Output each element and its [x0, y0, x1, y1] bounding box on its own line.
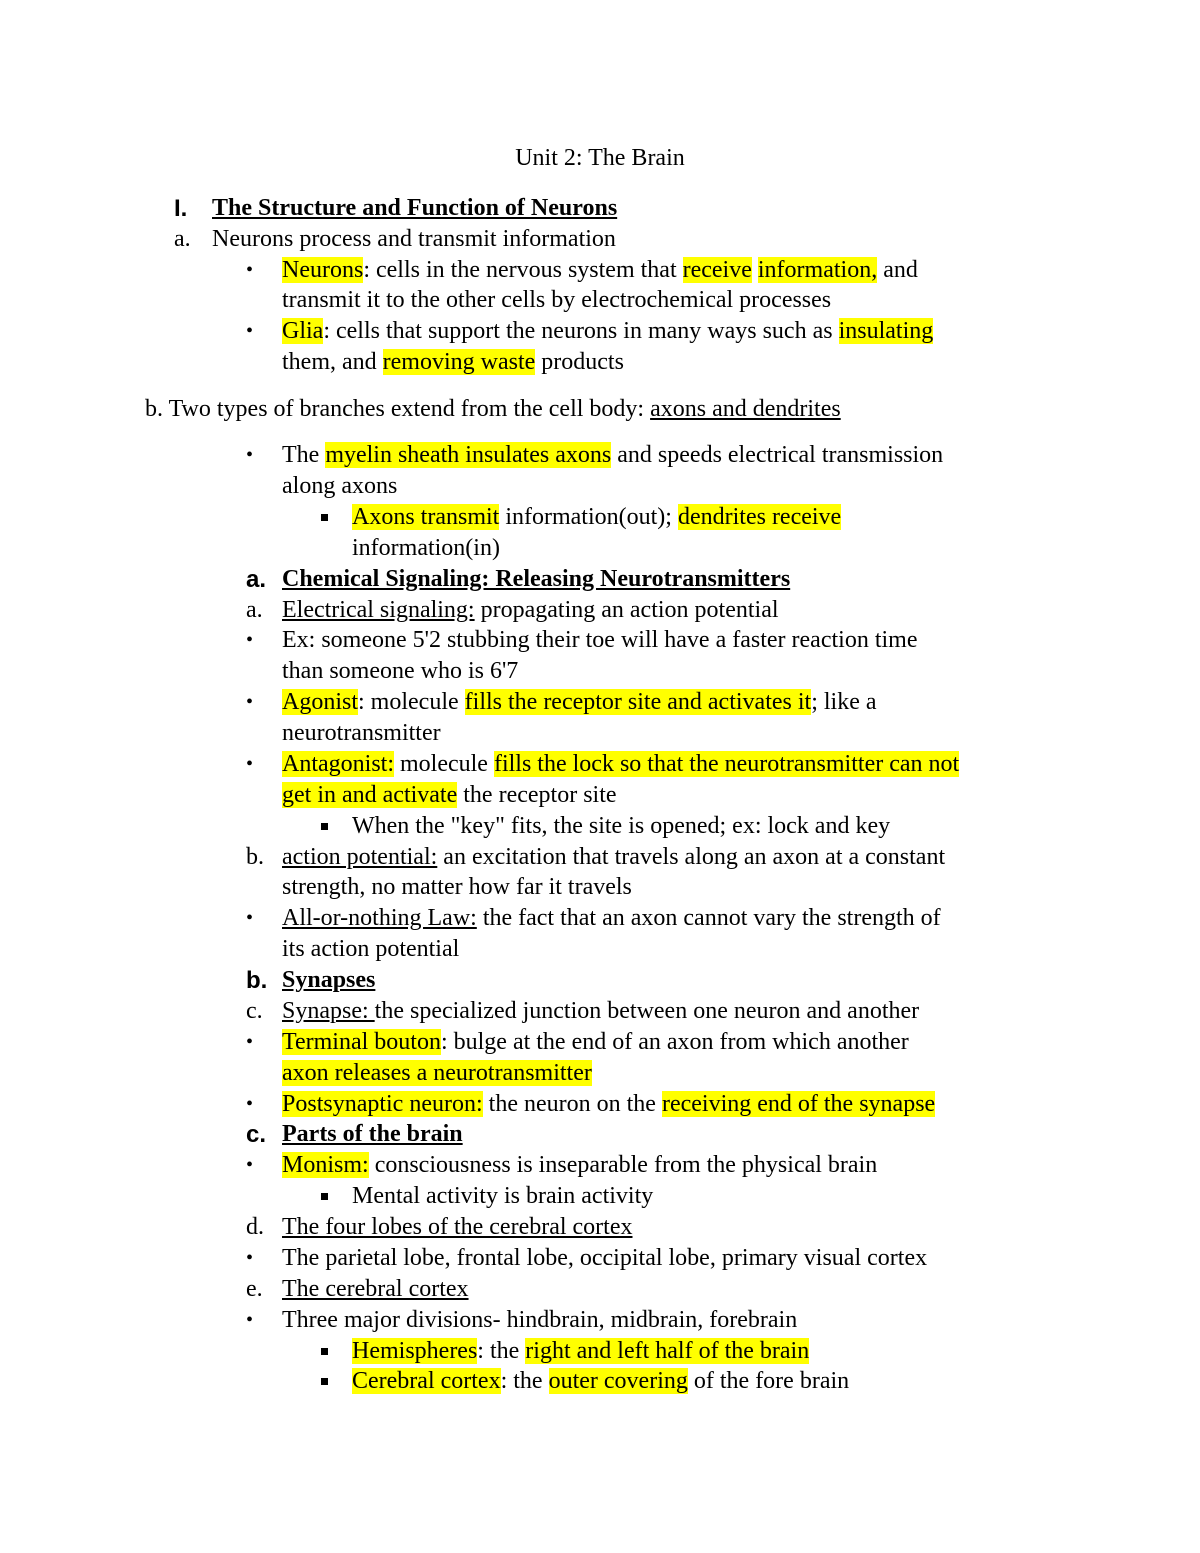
- text-line: [282, 718, 441, 749]
- highlighted-text: Axons transmit: [352, 504, 500, 530]
- text-run: strength, no matter how far it travels: [282, 874, 632, 900]
- text-run: them, and: [282, 349, 383, 375]
- highlighted-text: receiving end of the synapse: [661, 1091, 936, 1117]
- square-bullet-icon: [321, 1193, 328, 1200]
- text-line: [282, 1119, 463, 1150]
- highlighted-text: insulating: [838, 318, 934, 344]
- text-run: molecule: [394, 751, 494, 777]
- highlighted-text: fills the lock so that the neurotransmitter can not: [493, 751, 960, 777]
- text-run: the neuron on the: [482, 1091, 662, 1117]
- text-line: [282, 996, 919, 1027]
- bullet-icon: •: [246, 907, 254, 929]
- text-run: of the fore brain: [687, 1368, 850, 1394]
- text-run: Synapse:: [282, 998, 375, 1024]
- text-run: information(out);: [499, 504, 678, 530]
- text-line: [282, 440, 943, 471]
- list-marker: a.: [246, 597, 263, 623]
- text-line: [282, 780, 617, 811]
- text-line: [352, 1366, 849, 1397]
- text-line: [282, 255, 918, 286]
- bullet-icon: •: [246, 320, 254, 342]
- text-run: Parts of the brain: [282, 1121, 463, 1147]
- text-run: products: [535, 349, 624, 375]
- text-run: Neurons process and transmit information: [212, 226, 616, 252]
- list-marker: a.: [174, 226, 191, 252]
- text-run: action potential:: [282, 844, 438, 870]
- bullet-icon: •: [246, 753, 254, 775]
- text-line: [282, 1305, 797, 1336]
- text-run: The Structure and Function of Neurons: [212, 195, 618, 221]
- bullet-icon: •: [246, 629, 254, 651]
- text-line: [282, 625, 917, 656]
- square-bullet-icon: [321, 823, 328, 830]
- highlighted-text: Glia: [282, 318, 324, 344]
- highlighted-text: right and left half of the brain: [525, 1338, 810, 1364]
- text-line: [282, 1058, 592, 1089]
- text-line: [282, 471, 397, 502]
- text-line: [352, 502, 841, 533]
- text-run: All-or-nothing Law:: [282, 905, 477, 931]
- text-run: The: [282, 442, 326, 468]
- bullet-icon: •: [246, 1154, 254, 1176]
- text-line: [282, 903, 941, 934]
- text-line: [282, 749, 959, 780]
- highlighted-text: outer covering: [548, 1368, 688, 1394]
- text-run: axons and dendrites: [650, 396, 841, 422]
- text-line: [282, 595, 779, 626]
- bullet-icon: •: [246, 444, 254, 466]
- bullet-icon: •: [246, 1093, 254, 1115]
- list-marker: e.: [246, 1276, 263, 1302]
- highlighted-text: information,: [757, 257, 878, 283]
- highlighted-text: Neurons: [282, 257, 364, 283]
- text-run: : cells that support the neurons in many ways such as: [323, 318, 839, 344]
- list-marker: a.: [246, 566, 267, 593]
- highlighted-text: Cerebral cortex: [352, 1368, 501, 1394]
- text-line: [282, 316, 933, 347]
- text-line: [282, 1027, 909, 1058]
- list-marker: c.: [246, 998, 263, 1024]
- highlighted-text: receive: [682, 257, 752, 283]
- highlighted-text: Antagonist:: [282, 751, 394, 777]
- bullet-icon: •: [246, 691, 254, 713]
- list-marker: b.: [246, 967, 268, 994]
- text-line: [282, 285, 831, 316]
- bullet-icon: •: [246, 1247, 254, 1269]
- text-run: and speeds electrical transmission: [611, 442, 944, 468]
- bullet-icon: •: [246, 259, 254, 281]
- text-line: [282, 965, 375, 996]
- text-run: Mental activity is brain activity: [352, 1183, 654, 1209]
- highlighted-text: fills the receptor site and activates it: [464, 689, 812, 715]
- text-line: [282, 564, 790, 595]
- text-run: : bulge at the end of an axon from which another: [440, 1029, 909, 1055]
- text-run: Three major divisions- hindbrain, midbrain, forebrain: [282, 1307, 798, 1333]
- highlighted-text: axon releases a neurotransmitter: [282, 1060, 592, 1086]
- text-run: transmit it to the other cells by electrochemical processes: [282, 287, 832, 313]
- highlighted-text: dendrites receive: [677, 504, 842, 530]
- highlighted-text: get in and activate: [282, 782, 458, 808]
- text-run: : cells in the nervous system that: [363, 257, 683, 283]
- list-marker: I.: [174, 195, 188, 222]
- text-run: The four lobes of the cerebral cortex: [282, 1214, 633, 1240]
- text-run: : the: [477, 1338, 526, 1364]
- highlighted-text: Hemispheres: [352, 1338, 478, 1364]
- text-line: [212, 224, 616, 255]
- text-line: [282, 1089, 935, 1120]
- list-marker: d.: [246, 1214, 264, 1240]
- highlighted-text: Agonist: [282, 689, 359, 715]
- text-line: [282, 842, 945, 873]
- text-run: Ex: someone 5'2 stubbing their toe will have a faster reaction time: [282, 627, 918, 653]
- page-title: Unit 2: The Brain: [515, 145, 685, 171]
- text-line: [212, 193, 617, 224]
- text-line: [282, 872, 632, 903]
- text-line: [352, 811, 890, 842]
- text-run: than someone who is 6'7: [282, 658, 519, 684]
- text-line: [352, 533, 500, 564]
- text-run: Synapses: [282, 967, 376, 993]
- text-run: the receptor site: [457, 782, 617, 808]
- text-line: [282, 1212, 633, 1243]
- text-run: an excitation that travels along an axon at a constant: [437, 844, 946, 870]
- text-run: Chemical Signaling: Releasing Neurotransmitters: [282, 566, 791, 592]
- text-line: [282, 687, 877, 718]
- highlighted-text: Terminal bouton: [282, 1029, 441, 1055]
- text-line: [145, 394, 841, 425]
- text-line: [282, 347, 624, 378]
- text-run: When the "key" fits, the site is opened; ex: lock and key: [352, 813, 891, 839]
- text-run: along axons: [282, 473, 398, 499]
- text-run: the specialized junction between one neuron and another: [374, 998, 920, 1024]
- highlighted-text: Monism:: [282, 1152, 369, 1178]
- text-run: [752, 257, 758, 283]
- square-bullet-icon: [321, 1378, 328, 1385]
- text-run: ; like a: [811, 689, 877, 715]
- text-line: [282, 1243, 927, 1274]
- text-line: [282, 934, 459, 965]
- highlighted-text: Postsynaptic neuron:: [282, 1091, 483, 1117]
- text-run: The cerebral cortex: [282, 1276, 469, 1302]
- text-line: [352, 1181, 653, 1212]
- highlighted-text: myelin sheath insulates axons: [325, 442, 612, 468]
- text-line: [282, 656, 518, 687]
- list-marker: b.: [246, 844, 264, 870]
- text-run: its action potential: [282, 936, 460, 962]
- bullet-icon: •: [246, 1309, 254, 1331]
- text-run: : molecule: [358, 689, 465, 715]
- square-bullet-icon: [321, 1348, 328, 1355]
- list-marker: c.: [246, 1121, 267, 1148]
- highlighted-text: removing waste: [382, 349, 536, 375]
- text-line: [282, 1150, 877, 1181]
- text-run: The parietal lobe, frontal lobe, occipital lobe, primary visual cortex: [282, 1245, 928, 1271]
- text-run: Electrical signaling:: [282, 597, 475, 623]
- text-run: and: [877, 257, 918, 283]
- square-bullet-icon: [321, 514, 328, 521]
- text-run: propagating an action potential: [474, 597, 779, 623]
- text-line: [352, 1336, 809, 1367]
- text-run: information(in): [352, 535, 500, 561]
- bullet-icon: •: [246, 1031, 254, 1053]
- text-run: the fact that an axon cannot vary the strength of: [476, 905, 941, 931]
- text-line: [282, 1274, 469, 1305]
- text-run: consciousness is inseparable from the physical brain: [368, 1152, 878, 1178]
- text-run: : the: [500, 1368, 549, 1394]
- text-run: neurotransmitter: [282, 720, 441, 746]
- text-run: b. Two types of branches extend from the cell body:: [145, 396, 651, 422]
